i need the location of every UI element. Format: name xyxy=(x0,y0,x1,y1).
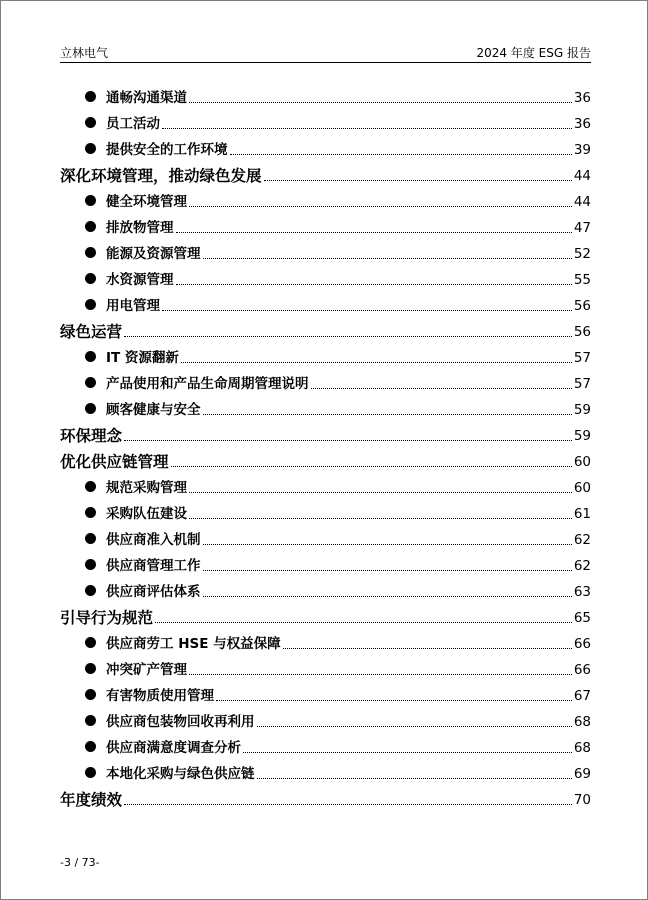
toc-entry-title: IT 资源翻新 xyxy=(106,350,179,366)
toc-entry-page: 47 xyxy=(573,220,591,236)
bullet-icon xyxy=(85,377,96,388)
toc-entry-title: 供应商评估体系 xyxy=(106,584,201,600)
toc-entry-title: 顾客健康与安全 xyxy=(106,402,201,418)
dot-leader xyxy=(189,518,572,519)
dot-leader xyxy=(203,544,572,545)
toc-subsection-entry[interactable] xyxy=(60,82,591,108)
toc-entry-page: 44 xyxy=(573,194,591,210)
toc-entry-page: 56 xyxy=(573,298,591,314)
toc-entry-title: 通畅沟通渠道 xyxy=(106,90,187,106)
toc-entry-title: 有害物质使用管理 xyxy=(106,688,214,704)
bullet-icon xyxy=(85,767,96,778)
dot-leader xyxy=(162,310,572,311)
bullet-icon xyxy=(85,143,96,154)
toc-subsection-entry[interactable] xyxy=(60,368,591,394)
toc-entry-page: 66 xyxy=(573,636,591,652)
toc-entry-title: 环保理念 xyxy=(60,427,123,445)
bullet-icon xyxy=(85,585,96,596)
toc-entry-page: 66 xyxy=(573,662,591,678)
toc-subsection-entry[interactable] xyxy=(60,264,591,290)
bullet-icon xyxy=(85,481,96,492)
dot-leader xyxy=(189,674,572,675)
toc-entry-title: 供应商劳工 HSE 与权益保障 xyxy=(106,636,281,652)
toc-entry-page: 44 xyxy=(573,168,591,184)
dot-leader xyxy=(171,466,572,467)
bullet-icon xyxy=(85,637,96,648)
toc-entry-page: 60 xyxy=(573,480,591,496)
bullet-icon xyxy=(85,403,96,414)
toc-entry-page: 59 xyxy=(573,428,591,444)
toc-subsection-entry[interactable] xyxy=(60,732,591,758)
dot-leader xyxy=(124,804,572,805)
toc-entry-title: 用电管理 xyxy=(106,298,160,314)
toc-section-entry[interactable] xyxy=(60,316,591,342)
toc-entry-title: 供应商管理工作 xyxy=(106,558,201,574)
bullet-icon xyxy=(85,299,96,310)
dot-leader xyxy=(155,622,572,623)
toc-subsection-entry[interactable] xyxy=(60,680,591,706)
page-number: -3 / 73- xyxy=(60,856,100,869)
bullet-icon xyxy=(85,533,96,544)
dot-leader xyxy=(243,752,572,753)
bullet-icon xyxy=(85,741,96,752)
toc-entry-page: 59 xyxy=(573,402,591,418)
bullet-icon xyxy=(85,91,96,102)
dot-leader xyxy=(203,414,572,415)
bullet-icon xyxy=(85,273,96,284)
toc-entry-title: 本地化采购与绿色供应链 xyxy=(106,766,255,782)
toc-entry-title: 采购队伍建设 xyxy=(106,506,187,522)
toc-entry-title: 排放物管理 xyxy=(106,220,174,236)
dot-leader xyxy=(283,648,572,649)
toc-entry-page: 61 xyxy=(573,506,591,522)
toc-entry-page: 36 xyxy=(573,90,591,106)
bullet-icon xyxy=(85,117,96,128)
toc-entry-page: 65 xyxy=(573,610,591,626)
bullet-icon xyxy=(85,507,96,518)
dot-leader xyxy=(162,128,572,129)
toc-entry-title: 员工活动 xyxy=(106,116,160,132)
dot-leader xyxy=(311,388,572,389)
table-of-contents xyxy=(60,82,591,810)
bullet-icon xyxy=(85,195,96,206)
toc-entry-page: 70 xyxy=(573,792,591,808)
dot-leader xyxy=(124,440,572,441)
toc-entry-page: 52 xyxy=(573,246,591,262)
bullet-icon xyxy=(85,715,96,726)
toc-subsection-entry[interactable] xyxy=(60,576,591,602)
toc-entry-page: 69 xyxy=(573,766,591,782)
dot-leader xyxy=(181,362,572,363)
toc-subsection-entry[interactable] xyxy=(60,290,591,316)
dot-leader xyxy=(203,570,572,571)
bullet-icon xyxy=(85,247,96,258)
toc-section-entry[interactable] xyxy=(60,446,591,472)
toc-entry-title: 绿色运营 xyxy=(60,323,123,341)
toc-subsection-entry[interactable] xyxy=(60,238,591,264)
toc-entry-title: 冲突矿产管理 xyxy=(106,662,187,678)
toc-subsection-entry[interactable] xyxy=(60,108,591,134)
toc-entry-page: 60 xyxy=(573,454,591,470)
dot-leader xyxy=(176,232,572,233)
dot-leader xyxy=(189,492,572,493)
company-name: 立林电气 xyxy=(60,46,109,60)
toc-entry-title: 供应商满意度调查分析 xyxy=(106,740,241,756)
dot-leader xyxy=(189,206,572,207)
report-title: 2024 年度 ESG 报告 xyxy=(476,46,591,60)
dot-leader xyxy=(264,180,572,181)
toc-entry-page: 63 xyxy=(573,584,591,600)
toc-entry-title: 提供安全的工作环境 xyxy=(106,142,228,158)
toc-subsection-entry[interactable] xyxy=(60,706,591,732)
toc-subsection-entry[interactable] xyxy=(60,212,591,238)
toc-entry-title: 年度绩效 xyxy=(60,791,123,809)
toc-entry-title: 深化环境管理，推动绿色发展 xyxy=(60,167,262,185)
toc-entry-title: 优化供应链管理 xyxy=(60,453,169,471)
dot-leader xyxy=(257,778,572,779)
toc-subsection-entry[interactable] xyxy=(60,342,591,368)
toc-entry-title: 健全环境管理 xyxy=(106,194,187,210)
toc-entry-title: 能源及资源管理 xyxy=(106,246,201,262)
toc-subsection-entry[interactable] xyxy=(60,186,591,212)
toc-subsection-entry[interactable] xyxy=(60,758,591,784)
toc-entry-title: 规范采购管理 xyxy=(106,480,187,496)
toc-entry-page: 55 xyxy=(573,272,591,288)
toc-entry-title: 供应商包装物回收再利用 xyxy=(106,714,255,730)
dot-leader xyxy=(203,258,572,259)
toc-subsection-entry[interactable] xyxy=(60,550,591,576)
toc-entry-page: 39 xyxy=(573,142,591,158)
dot-leader xyxy=(189,102,572,103)
toc-entry-page: 62 xyxy=(573,532,591,548)
toc-entry-title: 引导行为规范 xyxy=(60,609,154,627)
toc-entry-page: 67 xyxy=(573,688,591,704)
dot-leader xyxy=(124,336,572,337)
toc-subsection-entry[interactable] xyxy=(60,654,591,680)
toc-subsection-entry[interactable] xyxy=(60,498,591,524)
bullet-icon xyxy=(85,689,96,700)
dot-leader xyxy=(230,154,572,155)
bullet-icon xyxy=(85,221,96,232)
dot-leader xyxy=(216,700,572,701)
toc-subsection-entry[interactable] xyxy=(60,134,591,160)
bullet-icon xyxy=(85,663,96,674)
toc-section-entry[interactable] xyxy=(60,602,591,628)
toc-section-entry[interactable] xyxy=(60,784,591,810)
toc-entry-page: 36 xyxy=(573,116,591,132)
bullet-icon xyxy=(85,351,96,362)
toc-section-entry[interactable] xyxy=(60,160,591,186)
bullet-icon xyxy=(85,559,96,570)
toc-entry-title: 供应商准入机制 xyxy=(106,532,201,548)
toc-entry-page: 57 xyxy=(573,350,591,366)
toc-entry-page: 68 xyxy=(573,714,591,730)
dot-leader xyxy=(176,284,572,285)
toc-section-entry[interactable] xyxy=(60,420,591,446)
toc-entry-page: 68 xyxy=(573,740,591,756)
toc-subsection-entry[interactable] xyxy=(60,628,591,654)
dot-leader xyxy=(257,726,572,727)
toc-subsection-entry[interactable] xyxy=(60,472,591,498)
page-header xyxy=(60,44,591,63)
toc-subsection-entry[interactable] xyxy=(60,394,591,420)
toc-entry-title: 产品使用和产品生命周期管理说明 xyxy=(106,376,309,392)
toc-entry-page: 62 xyxy=(573,558,591,574)
dot-leader xyxy=(203,596,572,597)
toc-entry-page: 57 xyxy=(573,376,591,392)
toc-subsection-entry[interactable] xyxy=(60,524,591,550)
toc-entry-page: 56 xyxy=(573,324,591,340)
toc-entry-title: 水资源管理 xyxy=(106,272,174,288)
